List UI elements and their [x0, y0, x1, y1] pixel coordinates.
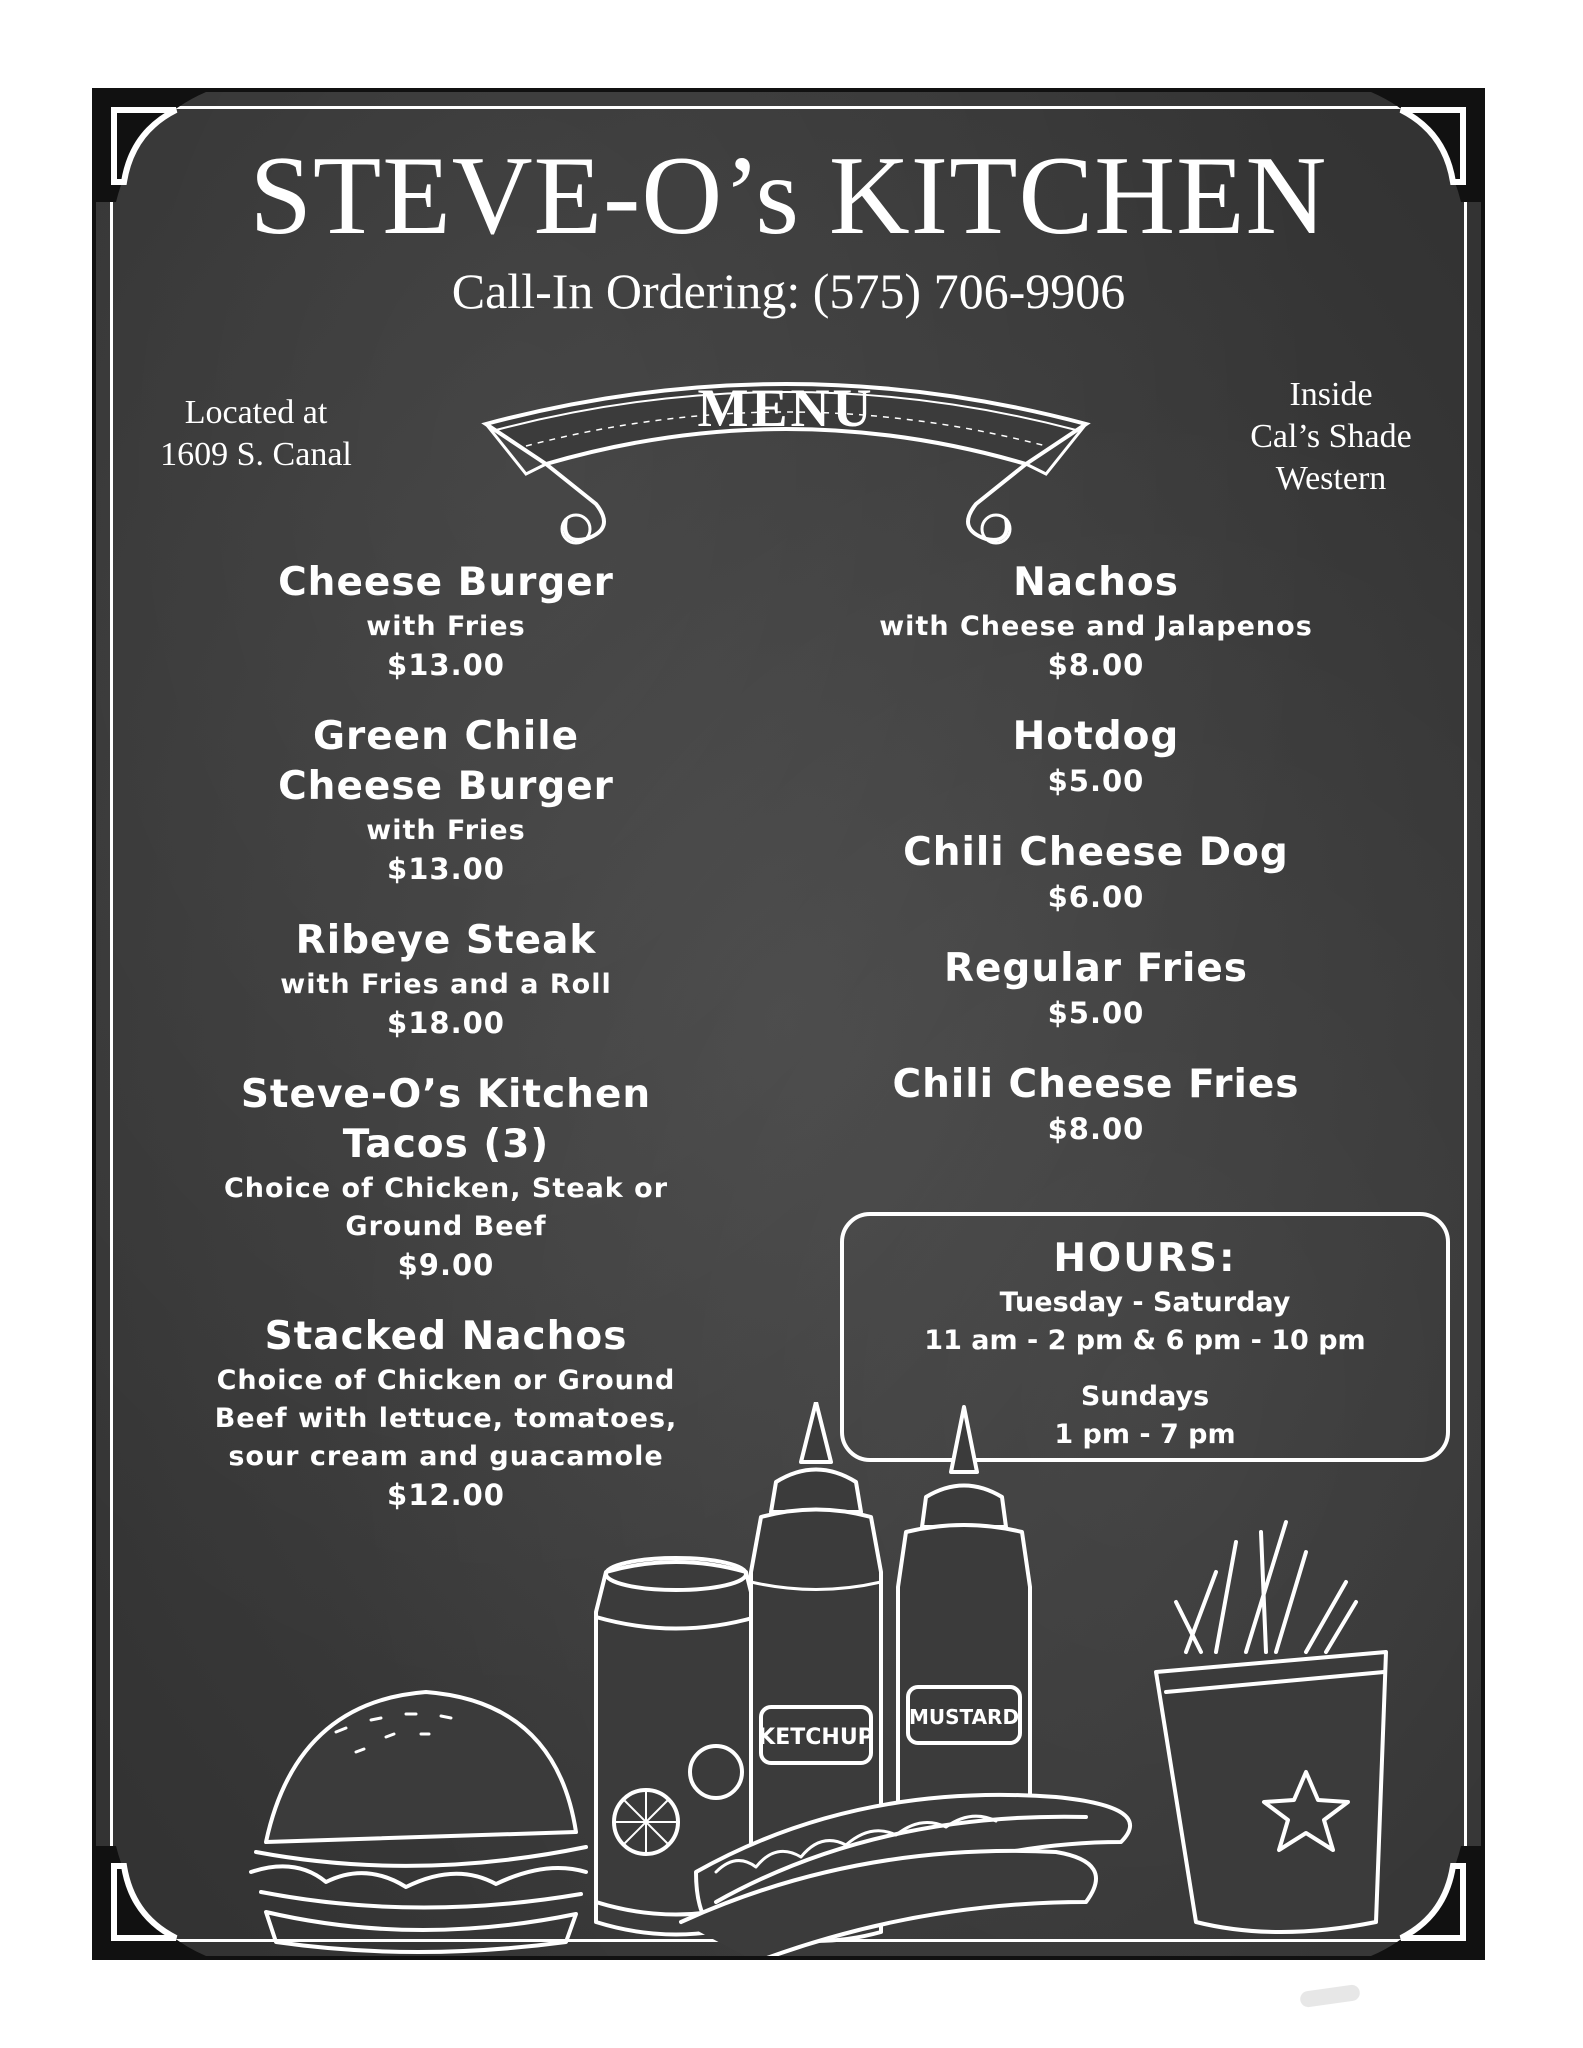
menu-item-name: Chili Cheese Dog: [903, 830, 1289, 875]
menu-item-description: Ground Beef: [345, 1211, 547, 1242]
menu-item: [796, 828, 1396, 916]
menu-item-description: with Fries: [366, 611, 526, 642]
location-inside-line: Inside: [1289, 376, 1373, 413]
hours-title: HOURS:: [1053, 1236, 1237, 1281]
menu-item-description: Beef with lettuce, tomatoes,: [214, 1403, 678, 1434]
hours-weekday-days: Tuesday - Saturday: [999, 1287, 1291, 1318]
menu-item-price: $5.00: [1047, 996, 1145, 1030]
menu-item: [146, 1070, 746, 1284]
menu-item-name: Nachos: [1013, 560, 1179, 605]
menu-item-price: $5.00: [1047, 764, 1145, 798]
burger-drawing: [251, 1692, 586, 1952]
menu-column-left: [146, 558, 746, 1542]
restaurant-title: STEVE-O’s KITCHEN: [249, 134, 1328, 258]
menu-item: [146, 916, 746, 1042]
menu-item-name: Green Chile: [312, 714, 580, 759]
menu-item-name: Ribeye Steak: [295, 918, 597, 963]
hours-weekday-times: 11 am - 2 pm & 6 pm - 10 pm: [924, 1325, 1366, 1356]
food-illustration: [156, 1402, 1436, 1960]
menu-item-price: $18.00: [387, 1006, 505, 1040]
menu-item-name: Hotdog: [1012, 714, 1180, 759]
menu-item-price: $9.00: [397, 1248, 495, 1282]
menu-item: [146, 558, 746, 684]
location-address: [126, 392, 386, 476]
location-address-line: Located at: [184, 394, 328, 431]
menu-banner-label: MENU: [697, 378, 875, 438]
menu-item-name: Tacos (3): [342, 1122, 550, 1167]
menu-banner: [466, 354, 1106, 564]
menu-item-name: Steve-O’s Kitchen: [240, 1072, 652, 1117]
menu-item-price: $8.00: [1047, 648, 1145, 682]
location-inside-line: Cal’s Shade: [1250, 418, 1412, 455]
menu-item-price: $13.00: [387, 648, 505, 682]
menu-item-price: $13.00: [387, 852, 505, 886]
menu-item: [796, 944, 1396, 1032]
menu-item-name: Cheese Burger: [278, 764, 614, 809]
menu-item-price: $6.00: [1047, 880, 1145, 914]
menu-item-description: sour cream and guacamole: [228, 1441, 664, 1472]
ketchup-label: KETCHUP: [758, 1725, 874, 1750]
menu-item-price: $8.00: [1047, 1112, 1145, 1146]
hours-sunday-times: 1 pm - 7 pm: [1054, 1419, 1236, 1450]
menu-item-name: Stacked Nachos: [264, 1314, 628, 1359]
menu-item: [796, 1060, 1396, 1148]
menu-item-description: with Fries: [366, 815, 526, 846]
menu-item: [796, 558, 1396, 684]
menu-item-description: with Fries and a Roll: [280, 969, 612, 1000]
menu-item-description: Choice of Chicken, Steak or: [223, 1173, 669, 1204]
menu-item-price: $12.00: [387, 1478, 505, 1512]
menu-item: [796, 712, 1396, 800]
hours-sunday-days: Sundays: [1080, 1381, 1210, 1412]
menu-column-right: [796, 558, 1396, 1176]
menu-item-name: Chili Cheese Fries: [892, 1062, 1300, 1107]
menu-item-description: with Cheese and Jalapenos: [879, 611, 1313, 642]
location-inside-line: Western: [1275, 460, 1387, 497]
location-address-line: 1609 S. Canal: [160, 436, 352, 473]
fries-drawing: [1156, 1522, 1386, 1932]
location-inside: [1221, 374, 1441, 500]
mustard-label: MUSTARD: [908, 1705, 1020, 1729]
chalkboard-menu: [92, 88, 1485, 1960]
menu-item-name: Regular Fries: [943, 946, 1249, 991]
menu-item-name: Cheese Burger: [278, 560, 614, 605]
call-in-phone: Call-In Ordering: (575) 706-9906: [451, 263, 1126, 319]
menu-item: [146, 712, 746, 888]
menu-item-description: Choice of Chicken or Ground: [216, 1365, 676, 1396]
smudge-mark: [1299, 1984, 1361, 2008]
